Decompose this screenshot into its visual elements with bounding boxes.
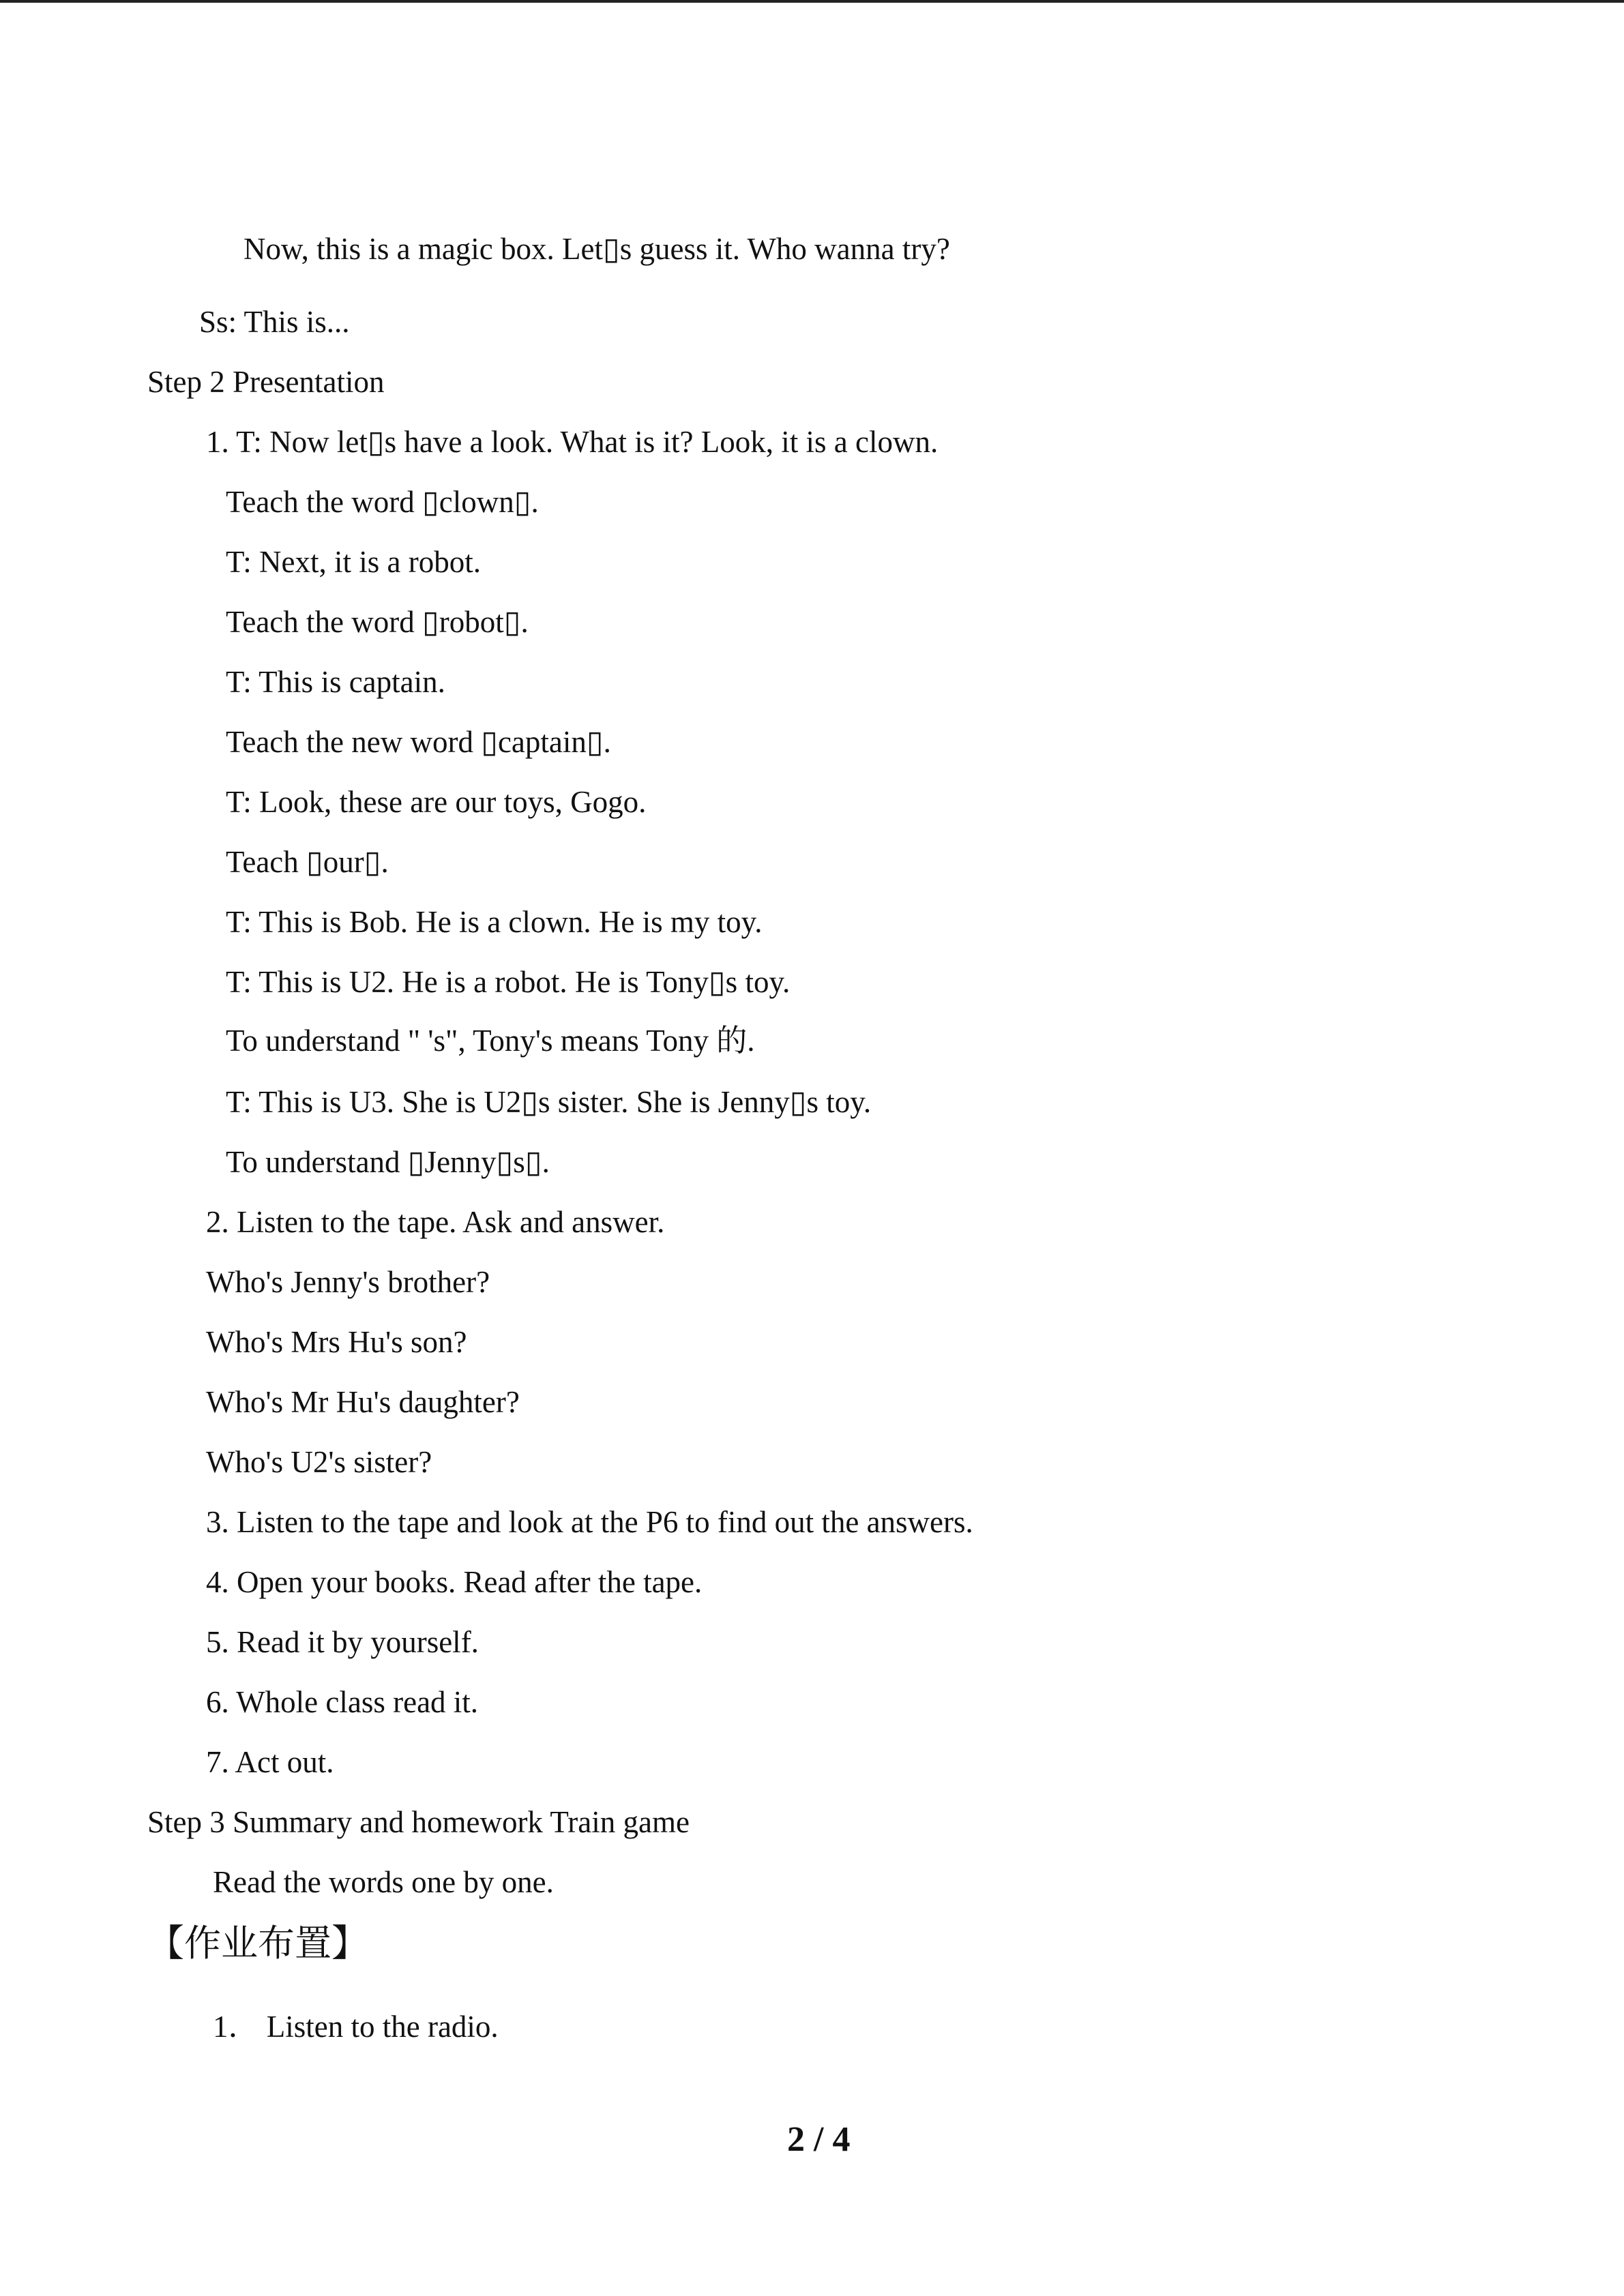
- text-line: T: Next, it is a robot.: [226, 545, 481, 579]
- homework-heading: 【作业布置】: [147, 1922, 368, 1965]
- list-item: 6. Whole class read it.: [206, 1685, 479, 1719]
- text-line: To understand ▯Jenny▯s▯.: [226, 1145, 550, 1179]
- text-line: T: This is captain.: [226, 665, 445, 699]
- text-line: Who's U2's sister?: [206, 1445, 432, 1479]
- text-line: Read the words one by one.: [213, 1865, 554, 1899]
- text-line: T: This is U3. She is U2▯s sister. She is Jenny▯s toy.: [226, 1085, 872, 1119]
- list-item: 3. Listen to the tape and look at the P6 to find out the answers.: [206, 1505, 973, 1539]
- text-line: Teach ▯our▯.: [226, 845, 389, 879]
- list-item: 7. Act out.: [206, 1745, 334, 1779]
- section-heading: Step 2 Presentation: [147, 365, 385, 399]
- text-line: T: This is Bob. He is a clown. He is my toy.: [226, 905, 763, 939]
- text-line: Teach the new word ▯captain▯.: [226, 725, 611, 759]
- list-item: 4. Open your books. Read after the tape.: [206, 1565, 703, 1599]
- text-line: T: This is U2. He is a robot. He is Tony▯s toy.: [226, 965, 791, 999]
- page-number: 2 / 4: [787, 2120, 851, 2159]
- list-item: 2. Listen to the tape. Ask and answer.: [206, 1205, 665, 1239]
- text-line: Who's Mrs Hu's son?: [206, 1325, 467, 1359]
- text-line: Ss: This is...: [199, 305, 350, 339]
- list-item: 5. Read it by yourself.: [206, 1625, 479, 1659]
- text-line: Now, this is a magic box. Let▯s guess it. Who wanna try?: [243, 232, 950, 266]
- section-heading: Step 3 Summary and homework Train game: [147, 1805, 690, 1839]
- text-line: T: Look, these are our toys, Gogo.: [226, 785, 647, 819]
- text-line: Teach the word ▯robot▯.: [226, 605, 529, 639]
- text-line: Teach the word ▯clown▯.: [226, 485, 539, 519]
- text-line: Who's Jenny's brother?: [206, 1265, 490, 1299]
- text-line: To understand " 's", Tony's means Tony 的.: [226, 1024, 755, 1058]
- homework-item: 1． Listen to the radio.: [213, 2010, 499, 2044]
- list-item: 1. T: Now let▯s have a look. What is it? Look, it is a clown.: [206, 425, 939, 459]
- text-line: Who's Mr Hu's daughter?: [206, 1385, 520, 1419]
- page-top-border: [0, 0, 1624, 3]
